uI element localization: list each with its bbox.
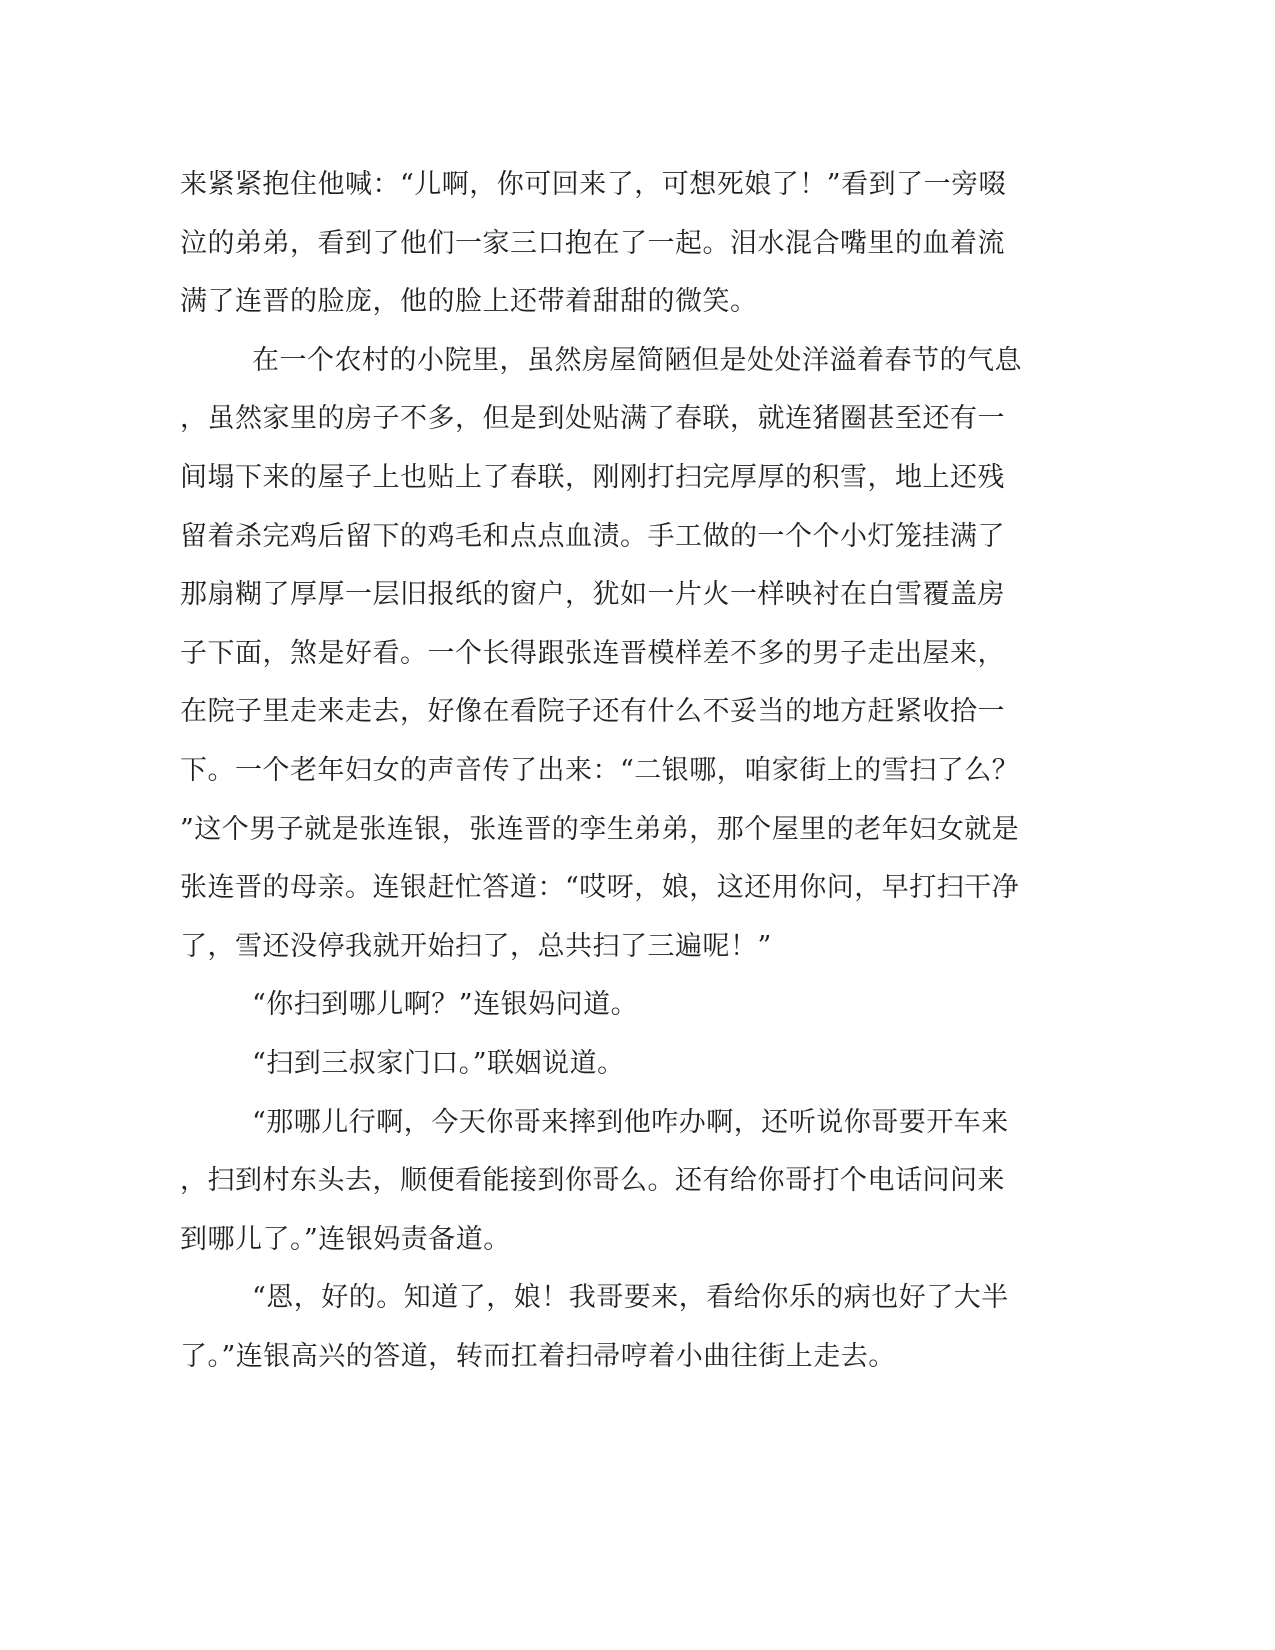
text-line: ，虽然家里的房子不多，但是到处贴满了春联，就连猪圈甚至还有一 (180, 403, 1005, 435)
text-line: 满了连晋的脸庞，他的脸上还带着甜甜的微笑。 (180, 286, 758, 318)
text-line: 泣的弟弟，看到了他们一家三口抱在了一起。泪水混合嘴里的血着流 (180, 227, 1005, 259)
text-line: “你扫到哪儿啊？”连银妈问道。 (252, 989, 639, 1021)
text-line: 到哪儿了。”连银妈责备道。 (180, 1223, 511, 1255)
text-line: 了，雪还没停我就开始扫了，总共扫了三遍呢！” (180, 930, 772, 962)
text-line: ，扫到村东头去，顺便看能接到你哥么。还有给你哥打个电话问问来 (180, 1165, 1005, 1197)
text-line: ”这个男子就是张连银，张连晋的孪生弟弟，那个屋里的老年妇女就是 (180, 813, 1020, 845)
text-line: 那扇糊了厚厚一层旧报纸的窗户，犹如一片火一样映衬在白雪覆盖房 (180, 579, 1005, 611)
text-line: “扫到三叔家门口。”联姻说道。 (252, 1047, 625, 1079)
text-line: 下。一个老年妇女的声音传了出来：“二银哪，咱家街上的雪扫了么？ (180, 754, 1020, 786)
text-line: 了。”连银高兴的答道，转而扛着扫帚哼着小曲往街上走去。 (180, 1340, 896, 1372)
text-line: 来紧紧抱住他喊：“儿啊，你可回来了，可想死娘了！”看到了一旁啜 (180, 169, 1007, 200)
text-line: 间塌下来的屋子上也贴上了春联，刚刚打扫完厚厚的积雪，地上还残 (180, 461, 1005, 493)
text-line: “恩，好的。知道了，娘！我哥要来，看给你乐的病也好了大半 (252, 1282, 1009, 1314)
text-line: 子下面，煞是好看。一个长得跟张连晋模样差不多的男子走出屋来， (180, 637, 1005, 669)
text-line: 留着杀完鸡后留下的鸡毛和点点血渍。手工做的一个个小灯笼挂满了 (180, 520, 1005, 552)
body-text (180, 156, 1040, 1386)
text-line: 在院子里走来走去，好像在看院子还有什么不妥当的地方赶紧收拾一 (180, 696, 1005, 728)
text-line: “那哪儿行啊，今天你哥来摔到他咋办啊，还听说你哥要开车来 (252, 1106, 1009, 1138)
text-line: 在一个农村的小院里，虽然房屋简陋但是处处洋溢着春节的气息 (252, 344, 1022, 376)
text-line: 张连晋的母亲。连银赶忙答道：“哎呀，娘，这还用你问，早打扫干净 (180, 872, 1020, 904)
